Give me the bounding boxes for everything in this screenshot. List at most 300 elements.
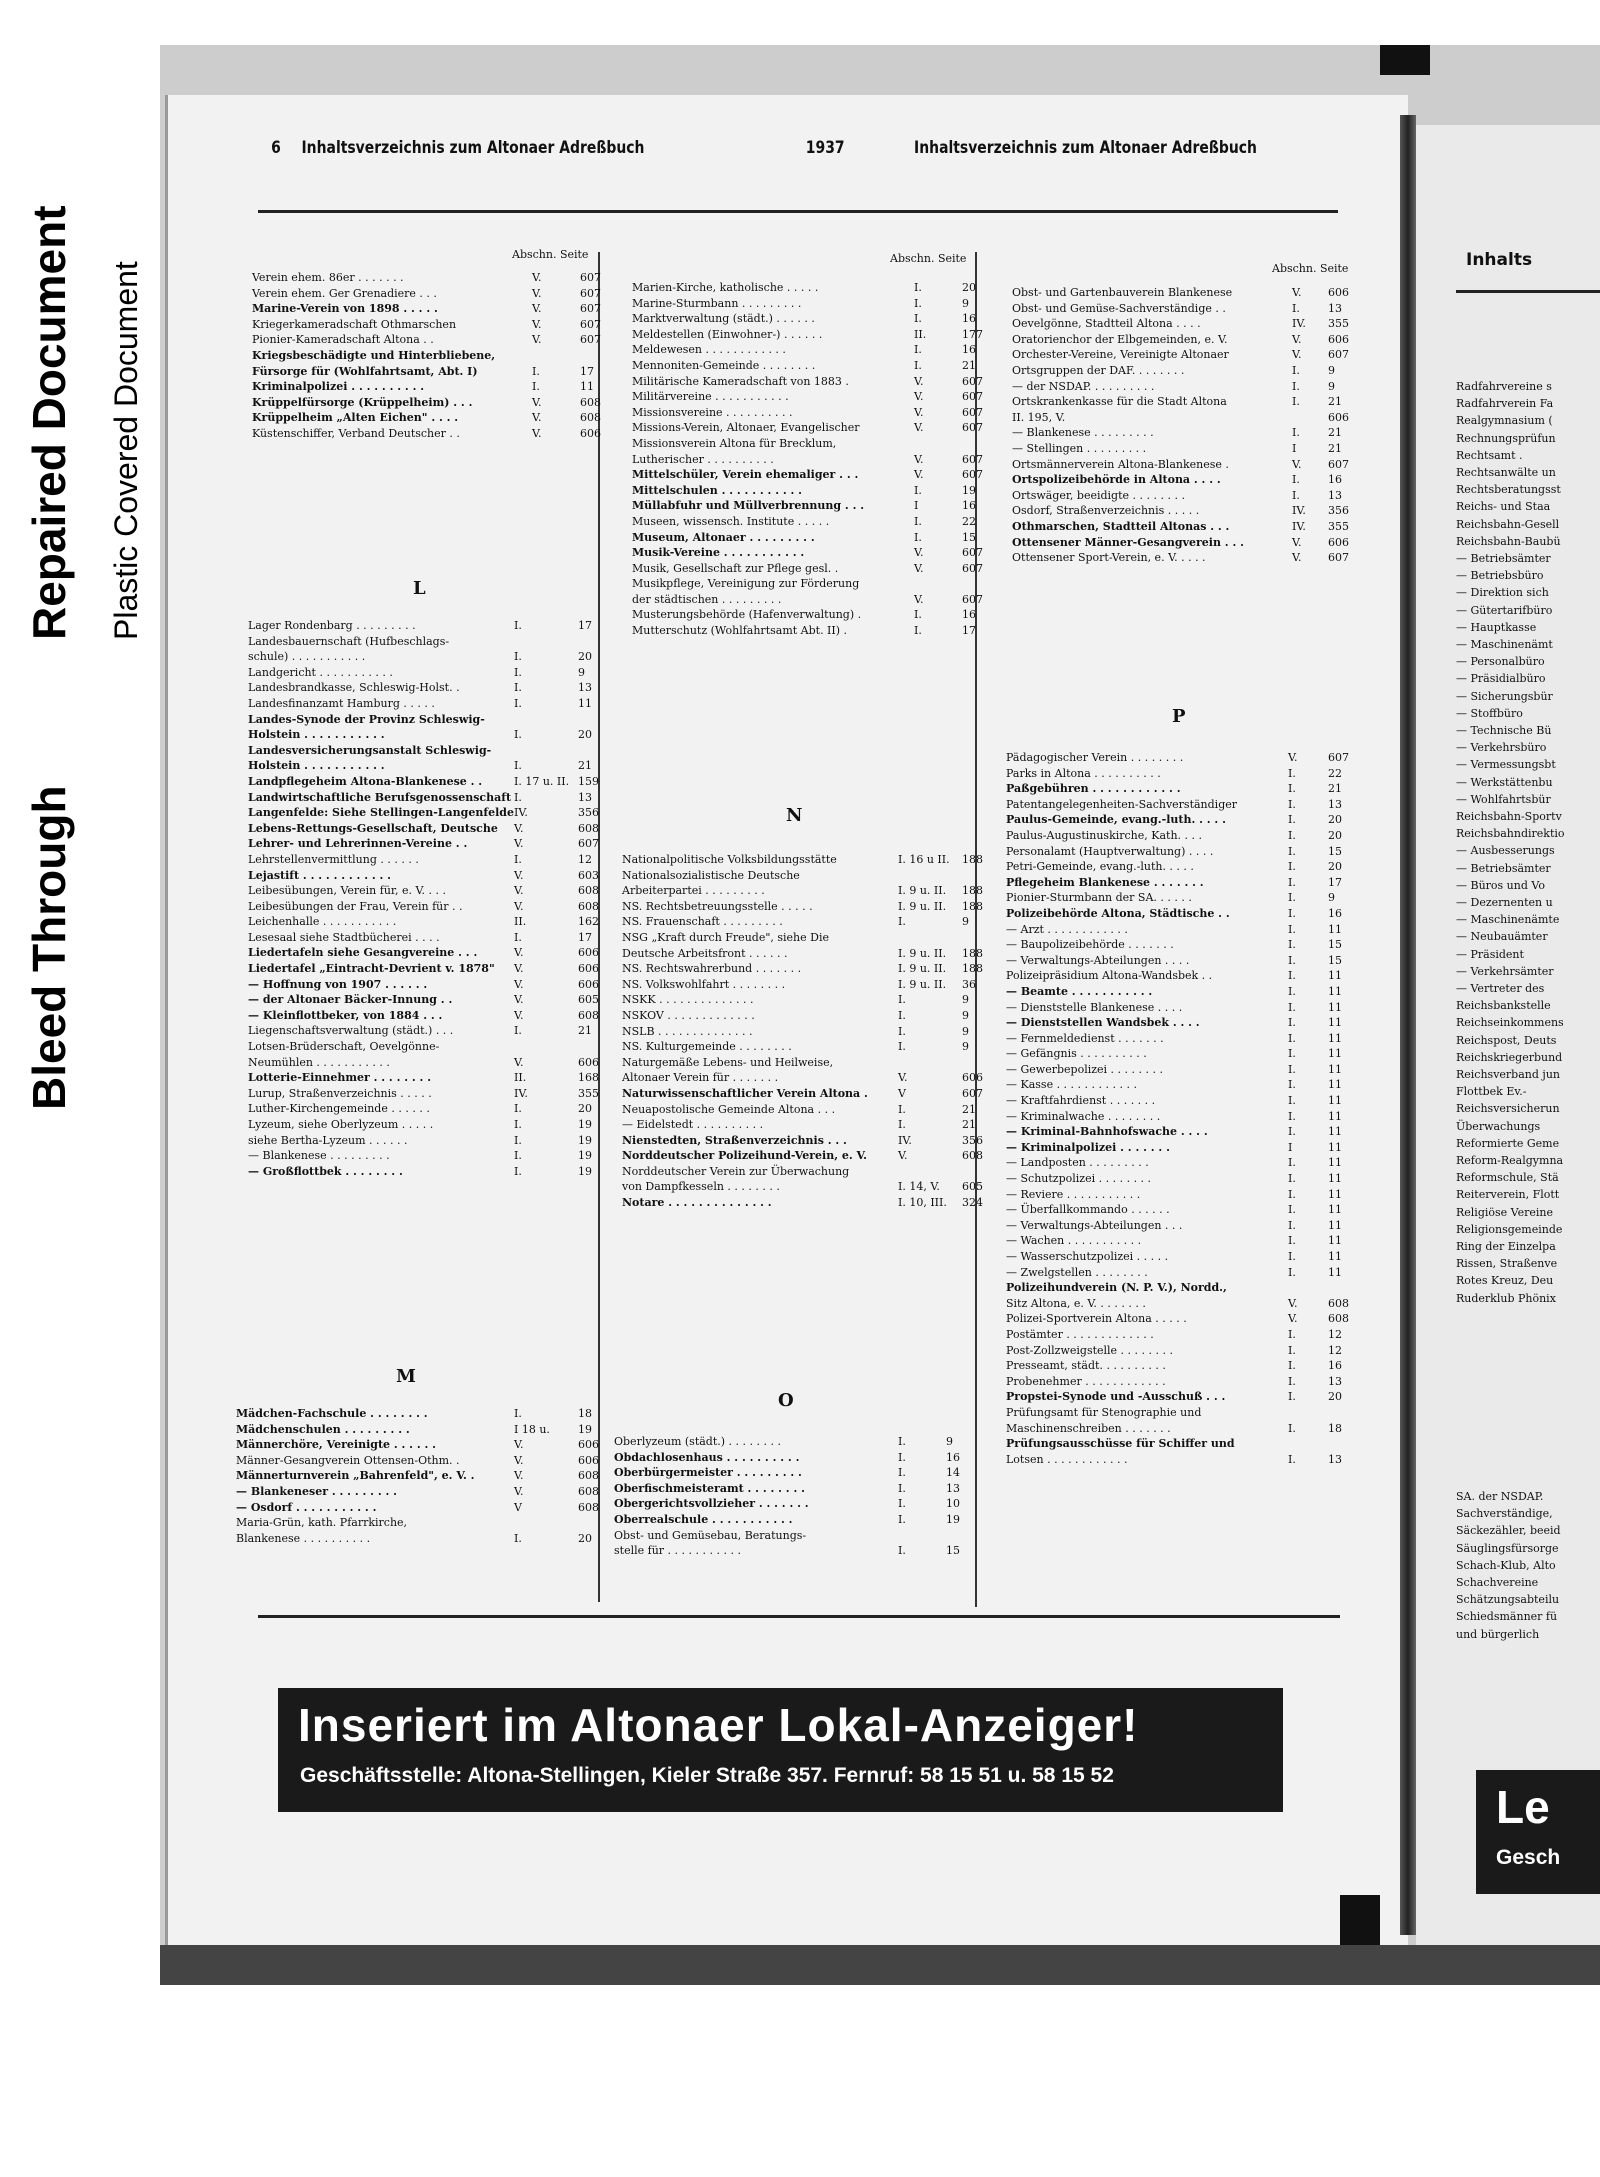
right-page-entry: Reichsbahndirektio — [1456, 827, 1565, 841]
entry-name: der städtischen . . . . . . . . . — [632, 592, 782, 606]
entry-section: I. — [514, 1024, 522, 1038]
index-entry — [248, 868, 597, 884]
entry-page: 356 — [962, 1133, 983, 1147]
right-page-entry: Überwachungs — [1456, 1119, 1541, 1133]
entry-page: 19 — [578, 1422, 592, 1436]
entry-section: I. — [1292, 488, 1300, 502]
entry-name: Oberbürgermeister . . . . . . . . . — [614, 1466, 802, 1480]
entry-name: NS. Frauenschaft . . . . . . . . . — [622, 915, 783, 929]
right-page-entry: — Verkehrsämter — [1456, 964, 1554, 978]
entry-name: Blankenese . . . . . . . . . . — [236, 1531, 371, 1545]
bottom-rule — [258, 1615, 1340, 1618]
entry-name: Sitz Altona, e. V. . . . . . . . — [1006, 1296, 1146, 1310]
index-entry — [1006, 812, 1342, 828]
entry-name: — Wachen . . . . . . . . . . . — [1006, 1234, 1142, 1248]
right-page — [1416, 125, 1600, 1945]
entry-page: 9 — [962, 1024, 969, 1038]
index-entry — [248, 743, 597, 759]
entry-section: I. — [1288, 1016, 1296, 1030]
right-page-rule — [1456, 290, 1600, 293]
right-page-entry: Rechtsberatungsst — [1456, 483, 1561, 497]
index-entry — [622, 1179, 983, 1195]
entry-page: 10 — [946, 1497, 960, 1511]
entry-section: V. — [914, 452, 924, 466]
right-page-entry: Radfahrvereine s — [1456, 380, 1552, 393]
entry-section: I. 9 u. II. — [898, 962, 947, 976]
entry-page: 356 — [578, 806, 599, 820]
entry-page: 20 — [1328, 813, 1342, 827]
right-page-entry: Flottbek Ev.- — [1456, 1085, 1527, 1099]
index-entry — [1006, 1171, 1342, 1187]
index-entry — [614, 1481, 977, 1497]
entry-section: I. — [1292, 363, 1300, 377]
entry-page: 21 — [578, 1024, 592, 1038]
entry-page: 21 — [962, 358, 976, 372]
entry-name: — Dienststellen Wandsbek . . . . — [1006, 1016, 1200, 1030]
entry-name: — Wasserschutzpolizei . . . . . — [1006, 1250, 1169, 1263]
entry-section: I. — [1288, 1094, 1296, 1108]
index-entry — [1012, 332, 1349, 348]
entry-name: Marine-Verein von 1898 . . . . . — [252, 302, 438, 316]
entry-name: — Blankeneser . . . . . . . . . — [236, 1484, 397, 1498]
entry-page: 11 — [1328, 1125, 1342, 1139]
section-letter-p: P — [1172, 706, 1186, 727]
entry-name: Museum, Altonaer . . . . . . . . . — [632, 530, 815, 544]
index-entry — [632, 374, 983, 390]
entry-name: Verein ehem. Ger Grenadiere . . . — [252, 286, 437, 300]
entry-name: Lehrer- und Lehrerinnen-Vereine . . — [248, 837, 468, 851]
right-page-entry: — Neubauämter — [1456, 930, 1548, 944]
entry-section: V — [514, 1500, 522, 1514]
entry-name: — Großflottbek . . . . . . . . — [248, 1164, 403, 1178]
right-page-entry: — Hauptkasse — [1456, 620, 1537, 634]
entry-name: Oberrealschule . . . . . . . . . . . — [614, 1512, 793, 1526]
entry-page: 11 — [1328, 1062, 1342, 1076]
entry-name: Lotsen . . . . . . . . . . . . — [1006, 1452, 1128, 1466]
entry-name: Ortskrankenkasse für die Stadt Altona — [1012, 395, 1227, 409]
right-page-entry: Schätzungsabteilu — [1456, 1593, 1560, 1607]
entry-name: Verein ehem. 86er . . . . . . . — [252, 271, 404, 284]
col1-header: Abschn. Seite — [512, 248, 589, 261]
index-entry — [622, 868, 977, 884]
entry-section: V. — [1292, 332, 1302, 346]
entry-page: 607 — [1328, 551, 1349, 565]
entry-section: I. — [1288, 875, 1296, 889]
entry-section: I. — [514, 930, 522, 944]
entry-page: 11 — [1328, 1172, 1342, 1186]
entry-name: — Osdorf . . . . . . . . . . . — [236, 1500, 377, 1514]
index-entry — [1012, 457, 1349, 473]
entry-page: 607 — [1328, 751, 1349, 764]
entry-page: 608 — [578, 899, 599, 913]
entry-section: I. — [914, 483, 922, 497]
entry-name: Propstei-Synode und -Ausschuß . . . — [1006, 1390, 1226, 1404]
entry-page: 159 — [578, 774, 599, 788]
entry-name: Petri-Gemeinde, evang.-luth. . . . . — [1006, 860, 1194, 874]
entry-section: I. — [1288, 766, 1296, 780]
entry-page: 20 — [1328, 860, 1342, 874]
entry-section: I. — [1288, 1250, 1296, 1263]
entry-name: NSKOV . . . . . . . . . . . . . — [622, 1008, 755, 1022]
index-entry — [248, 1070, 597, 1086]
entry-name: Polizei-Sportverein Altona . . . . . — [1006, 1312, 1187, 1326]
entry-name: — Zwelgstellen . . . . . . . . — [1006, 1265, 1148, 1279]
entry-section: V. — [514, 899, 524, 913]
entry-section: V. — [514, 993, 524, 1007]
right-page-entry: — Maschinenämte — [1456, 913, 1560, 927]
entry-page: 16 — [946, 1450, 960, 1464]
entry-name: Krüppelheim „Alten Eichen" . . . . — [252, 411, 459, 425]
index-entry — [1012, 347, 1349, 363]
entry-name: Obergerichtsvollzieher . . . . . . . — [614, 1497, 809, 1511]
index-entry — [236, 1500, 597, 1516]
index-entry — [632, 530, 977, 546]
index-entry — [248, 883, 597, 899]
entry-name: Pädagogischer Verein . . . . . . . . — [1006, 751, 1184, 764]
entry-section: I. — [914, 312, 922, 326]
index-entry — [248, 899, 597, 915]
index-entry — [1006, 1187, 1342, 1203]
entry-section: I. — [1292, 379, 1300, 393]
index-entry — [1006, 1343, 1342, 1359]
entry-name: Mutterschutz (Wohlfahrtsamt Abt. II) . — [632, 624, 848, 638]
index-entry — [1006, 1000, 1342, 1016]
right-page-entry: Reichsbahn-Baubü — [1456, 534, 1561, 548]
right-page-entry: Reichsverband jun — [1456, 1068, 1560, 1081]
entry-section: V. — [514, 884, 524, 898]
entry-name: Paßgebühren . . . . . . . . . . . . — [1006, 782, 1181, 796]
right-page-entry: Reformschule, Stä — [1456, 1171, 1559, 1185]
entry-section: I. — [898, 915, 906, 929]
entry-name: Missionsvereine . . . . . . . . . . — [632, 405, 793, 419]
index-entry — [236, 1437, 597, 1453]
entry-page: 11 — [1328, 1187, 1342, 1201]
entry-page: 11 — [1328, 1016, 1342, 1030]
entry-section: I. — [1288, 1452, 1296, 1466]
entry-page: 19 — [578, 1118, 592, 1131]
index-entry — [1006, 1031, 1342, 1047]
index-entry — [632, 296, 977, 312]
entry-name: Prüfungsausschüsse für Schiffer und — [1006, 1437, 1235, 1451]
entry-page: 607 — [962, 374, 983, 388]
entry-section: I. — [1288, 1234, 1296, 1248]
entry-section: I. — [1288, 782, 1296, 796]
entry-page: 12 — [578, 852, 592, 866]
index-entry — [1006, 1265, 1342, 1281]
index-entry — [1006, 1093, 1342, 1109]
right-page-entry: Schiedsmänner fü — [1456, 1610, 1558, 1624]
entry-section: II. — [914, 327, 927, 341]
entry-name: Polizeibehörde Altona, Städtische . . — [1006, 906, 1230, 920]
entry-page: 606 — [578, 1438, 599, 1452]
entry-section: I. — [1288, 1265, 1296, 1279]
index-entry — [248, 1055, 597, 1071]
index-entry — [252, 332, 601, 348]
entry-name: Orchester-Vereine, Vereinigte Altonaer — [1012, 348, 1229, 362]
index-entry — [1006, 1109, 1342, 1125]
index-entry — [632, 467, 983, 483]
entry-page: 607 — [1328, 348, 1349, 362]
bleed-through-label: Bleed Through — [23, 785, 75, 1110]
entry-page: 188 — [962, 884, 983, 898]
entry-section: V. — [514, 1055, 524, 1069]
index-entry — [614, 1450, 977, 1466]
entry-name: stelle für . . . . . . . . . . . — [614, 1544, 741, 1558]
entry-name: Norddeutscher Verein zur Überwachung — [622, 1164, 850, 1178]
entry-page: 16 — [962, 343, 976, 357]
index-entry — [1006, 828, 1342, 844]
entry-section: I. — [1292, 473, 1300, 487]
header-title-right: Inhaltsverzeichnis zum Altonaer Adreßbuch — [914, 138, 1257, 158]
entry-section: I. 9 u. II. — [898, 977, 947, 991]
section-letter-n: N — [786, 805, 803, 826]
entry-section: V. — [532, 317, 542, 331]
entry-name: Ottensener Sport-Verein, e. V. . . . . — [1012, 551, 1206, 565]
index-entry — [236, 1484, 597, 1500]
entry-section: V. — [514, 977, 524, 991]
entry-page: 162 — [578, 915, 599, 929]
entry-name: — Landposten . . . . . . . . . — [1006, 1156, 1149, 1170]
entry-page: 17 — [580, 364, 594, 378]
entry-page: 22 — [962, 514, 976, 528]
index-entry — [248, 1039, 597, 1055]
index-entry — [622, 1039, 977, 1055]
entry-page: 18 — [578, 1407, 592, 1420]
entry-name: — der NSDAP. . . . . . . . . . — [1012, 379, 1155, 393]
index-entry — [248, 1148, 597, 1164]
index-entry — [252, 379, 597, 395]
right-page-entry: Reform-Realgymna — [1456, 1154, 1564, 1167]
entry-section: I. — [898, 1008, 906, 1022]
entry-section: I. — [898, 1040, 906, 1054]
col2-n-entries — [622, 852, 983, 1211]
right-page-entry: — Präsident — [1456, 947, 1524, 961]
index-entry — [1006, 1452, 1342, 1468]
entry-section: I. — [1288, 891, 1296, 905]
index-entry — [248, 821, 597, 837]
entry-section: I. — [1288, 844, 1296, 858]
index-entry — [622, 1070, 983, 1086]
entry-page: 16 — [962, 499, 976, 513]
right-page-entry: Ring der Einzelpa — [1456, 1240, 1556, 1253]
entry-name: — Beamte . . . . . . . . . . . — [1006, 984, 1153, 998]
right-page-entry: — Direktion sich — [1456, 586, 1549, 600]
entry-section: I. — [898, 1450, 906, 1464]
index-entry — [622, 977, 977, 993]
entry-name: NS. Kulturgemeinde . . . . . . . . — [622, 1040, 792, 1054]
entry-page: 606 — [1328, 535, 1349, 549]
entry-page: 608 — [580, 411, 601, 425]
entry-section: I. — [1288, 1421, 1296, 1435]
entry-name: Presseamt, städt. . . . . . . . . . — [1006, 1359, 1166, 1373]
index-entry — [632, 623, 977, 639]
entry-name: Museen, wissensch. Institute . . . . . — [632, 514, 830, 528]
index-entry — [1012, 363, 1342, 379]
right-page-entry: Reichs- und Staa — [1456, 500, 1551, 514]
entry-page: 608 — [578, 1500, 599, 1514]
entry-section: IV. — [1292, 519, 1306, 533]
index-entry — [1006, 1405, 1342, 1421]
entry-section: I. — [1288, 922, 1296, 936]
entry-section: I. — [1292, 301, 1300, 315]
index-entry — [248, 712, 597, 728]
index-entry — [622, 1195, 983, 1211]
entry-page: 177 — [962, 327, 983, 341]
index-entry — [1012, 379, 1342, 395]
index-entry — [248, 914, 597, 930]
index-entry — [1006, 1311, 1349, 1327]
entry-section: V. — [514, 821, 524, 835]
index-entry — [632, 545, 983, 561]
entry-page: 16 — [962, 312, 976, 326]
col2-header: Abschn. Seite — [890, 252, 967, 265]
entry-page: 607 — [962, 452, 983, 466]
entry-name: Nienstedten, Straßenverzeichnis . . . — [622, 1133, 847, 1147]
entry-name: Oevelgönne, Stadtteil Altona . . . . — [1012, 317, 1201, 331]
entry-section: V. — [1288, 1312, 1298, 1326]
entry-page: 20 — [578, 1102, 592, 1116]
index-entry — [622, 914, 977, 930]
entry-section: I. — [898, 1102, 906, 1116]
entry-name: Landwirtschaftliche Berufsgenossenschaft — [248, 790, 512, 804]
header-year: 1937 — [805, 138, 845, 158]
right-page-entry: und bürgerlich — [1456, 1627, 1540, 1641]
index-entry — [622, 946, 983, 962]
entry-name: Mennoniten-Gemeinde . . . . . . . . — [632, 358, 816, 372]
entry-section: V. — [514, 837, 524, 851]
entry-name: Leibesübungen der Frau, Verein für . . — [248, 899, 463, 913]
entry-name: Maschinenschreiben . . . . . . . — [1006, 1421, 1171, 1435]
index-entry — [1006, 875, 1342, 891]
entry-name: Lejastift . . . . . . . . . . . . — [248, 868, 392, 882]
entry-name: — Kleinflottbeker, von 1884 . . . — [248, 1008, 443, 1022]
entry-section: I. 17 u. II. — [514, 774, 570, 788]
repaired-document-label: Repaired Document — [23, 205, 75, 640]
entry-section: I. — [914, 281, 922, 294]
index-entry — [622, 1164, 977, 1180]
index-entry — [622, 883, 983, 899]
index-entry — [1012, 519, 1349, 535]
entry-section: I. — [514, 650, 522, 664]
right-page-entry: — Gütertarifbüro — [1456, 603, 1553, 617]
index-entry — [1012, 410, 1349, 426]
entry-page: 11 — [1328, 1140, 1342, 1154]
index-entry — [248, 1164, 597, 1180]
index-entry — [252, 286, 601, 302]
entry-section: I. — [914, 608, 922, 622]
entry-section: I. — [1288, 1390, 1296, 1404]
index-entry — [1012, 425, 1342, 441]
index-entry — [1012, 503, 1349, 519]
index-entry — [632, 498, 977, 514]
entry-name: Nationalpolitische Volksbildungsstätte — [622, 853, 837, 866]
entry-name: Musikpflege, Vereinigung zur Förderung — [632, 577, 860, 591]
entry-section: I. — [514, 1133, 522, 1147]
entry-name: — Arzt . . . . . . . . . . . . — [1006, 922, 1128, 936]
entry-page: 11 — [1328, 1109, 1342, 1123]
plastic-covered-label: Plastic Covered Document — [108, 261, 144, 640]
right-page-entry: Rechtsamt . — [1456, 448, 1523, 462]
entry-page: 21 — [1328, 426, 1342, 440]
entry-page: 355 — [1328, 519, 1349, 533]
index-entry — [1006, 953, 1342, 969]
index-entry — [252, 317, 601, 333]
entry-page: 606 — [578, 977, 599, 991]
entry-page: 21 — [962, 1118, 976, 1132]
header-title-left: Inhaltsverzeichnis zum Altonaer Adreßbuch — [301, 138, 645, 158]
entry-section: I. — [1288, 1343, 1296, 1357]
entry-section: I. — [1288, 813, 1296, 827]
right-page-entry: — Vermessungsbt — [1456, 758, 1556, 772]
right-page-entry: — Betriebsbüro — [1456, 569, 1544, 583]
entry-name: Ortsgruppen der DAF. . . . . . . . — [1012, 363, 1185, 377]
right-page-entry: — Personalbüro — [1456, 655, 1545, 669]
entry-name: NS. Rechtsbetreuungsstelle . . . . . — [622, 899, 813, 913]
entry-name: — Verwaltungs-Abteilungen . . . . — [1006, 953, 1190, 967]
entry-page: 20 — [962, 281, 976, 294]
entry-name: Polizeipräsidium Altona-Wandsbek . . — [1006, 969, 1213, 983]
index-entry — [248, 696, 597, 712]
entry-page: 9 — [1328, 363, 1335, 377]
index-entry — [632, 483, 977, 499]
entry-section: I. — [898, 1512, 906, 1526]
entry-name: Naturwissenschaftlicher Verein Altona . — [622, 1086, 868, 1100]
entry-page: 605 — [962, 1180, 983, 1194]
entry-page: 608 — [962, 1149, 983, 1163]
right-ad-text2: Gesch — [1496, 1846, 1561, 1869]
entry-page: 356 — [1328, 504, 1349, 518]
right-page-entry: Rotes Kreuz, Deu — [1456, 1274, 1554, 1288]
index-entry — [632, 280, 977, 296]
entry-name: Leibesübungen, Verein für, e. V. . . . — [248, 884, 446, 898]
entry-page: 9 — [1328, 891, 1335, 905]
index-entry — [248, 665, 597, 681]
entry-section: I. — [514, 1164, 522, 1178]
entry-section: V. — [532, 395, 542, 409]
index-entry — [1006, 859, 1342, 875]
entry-name: Krüppelfürsorge (Krüppelheim) . . . — [252, 395, 473, 409]
index-entry — [1006, 890, 1342, 906]
entry-name: Mädchen-Fachschule . . . . . . . . — [236, 1407, 428, 1420]
right-page-entry: Säckezähler, beeid — [1456, 1524, 1561, 1538]
entry-name: Landesversicherungsanstalt Schleswig- — [248, 743, 492, 757]
index-entry — [248, 836, 597, 852]
entry-name: Meldestellen (Einwohner-) . . . . . . — [632, 327, 823, 341]
entry-name: Fürsorge für (Wohlfahrtsamt, Abt. I) — [252, 364, 478, 378]
index-entry — [248, 1101, 597, 1117]
entry-name: NSLB . . . . . . . . . . . . . . — [622, 1024, 753, 1038]
entry-page: 9 — [578, 665, 585, 679]
entry-section: I. — [1288, 797, 1296, 811]
entry-name: Kriminalpolizei . . . . . . . . . . — [252, 380, 425, 394]
page-number: 6 — [271, 138, 281, 158]
entry-name: — Gewerbepolizei . . . . . . . . — [1006, 1062, 1163, 1076]
entry-page: 324 — [962, 1196, 983, 1210]
entry-section: V. — [532, 426, 542, 440]
index-entry — [1006, 1140, 1342, 1156]
col1-k-entries — [252, 270, 601, 442]
entry-section: V. — [514, 1008, 524, 1022]
index-entry — [248, 1086, 597, 1102]
right-page-entry: Reichseinkommens — [1456, 1016, 1564, 1030]
entry-name: Lager Rondenbarg . . . . . . . . . — [248, 619, 416, 632]
section-letter-l: L — [413, 578, 426, 599]
index-entry — [1006, 1327, 1342, 1343]
right-page-entry: — Dezernenten u — [1456, 896, 1553, 909]
index-entry — [248, 618, 597, 634]
col1-m-entries — [236, 1406, 597, 1546]
index-entry — [248, 1008, 597, 1024]
